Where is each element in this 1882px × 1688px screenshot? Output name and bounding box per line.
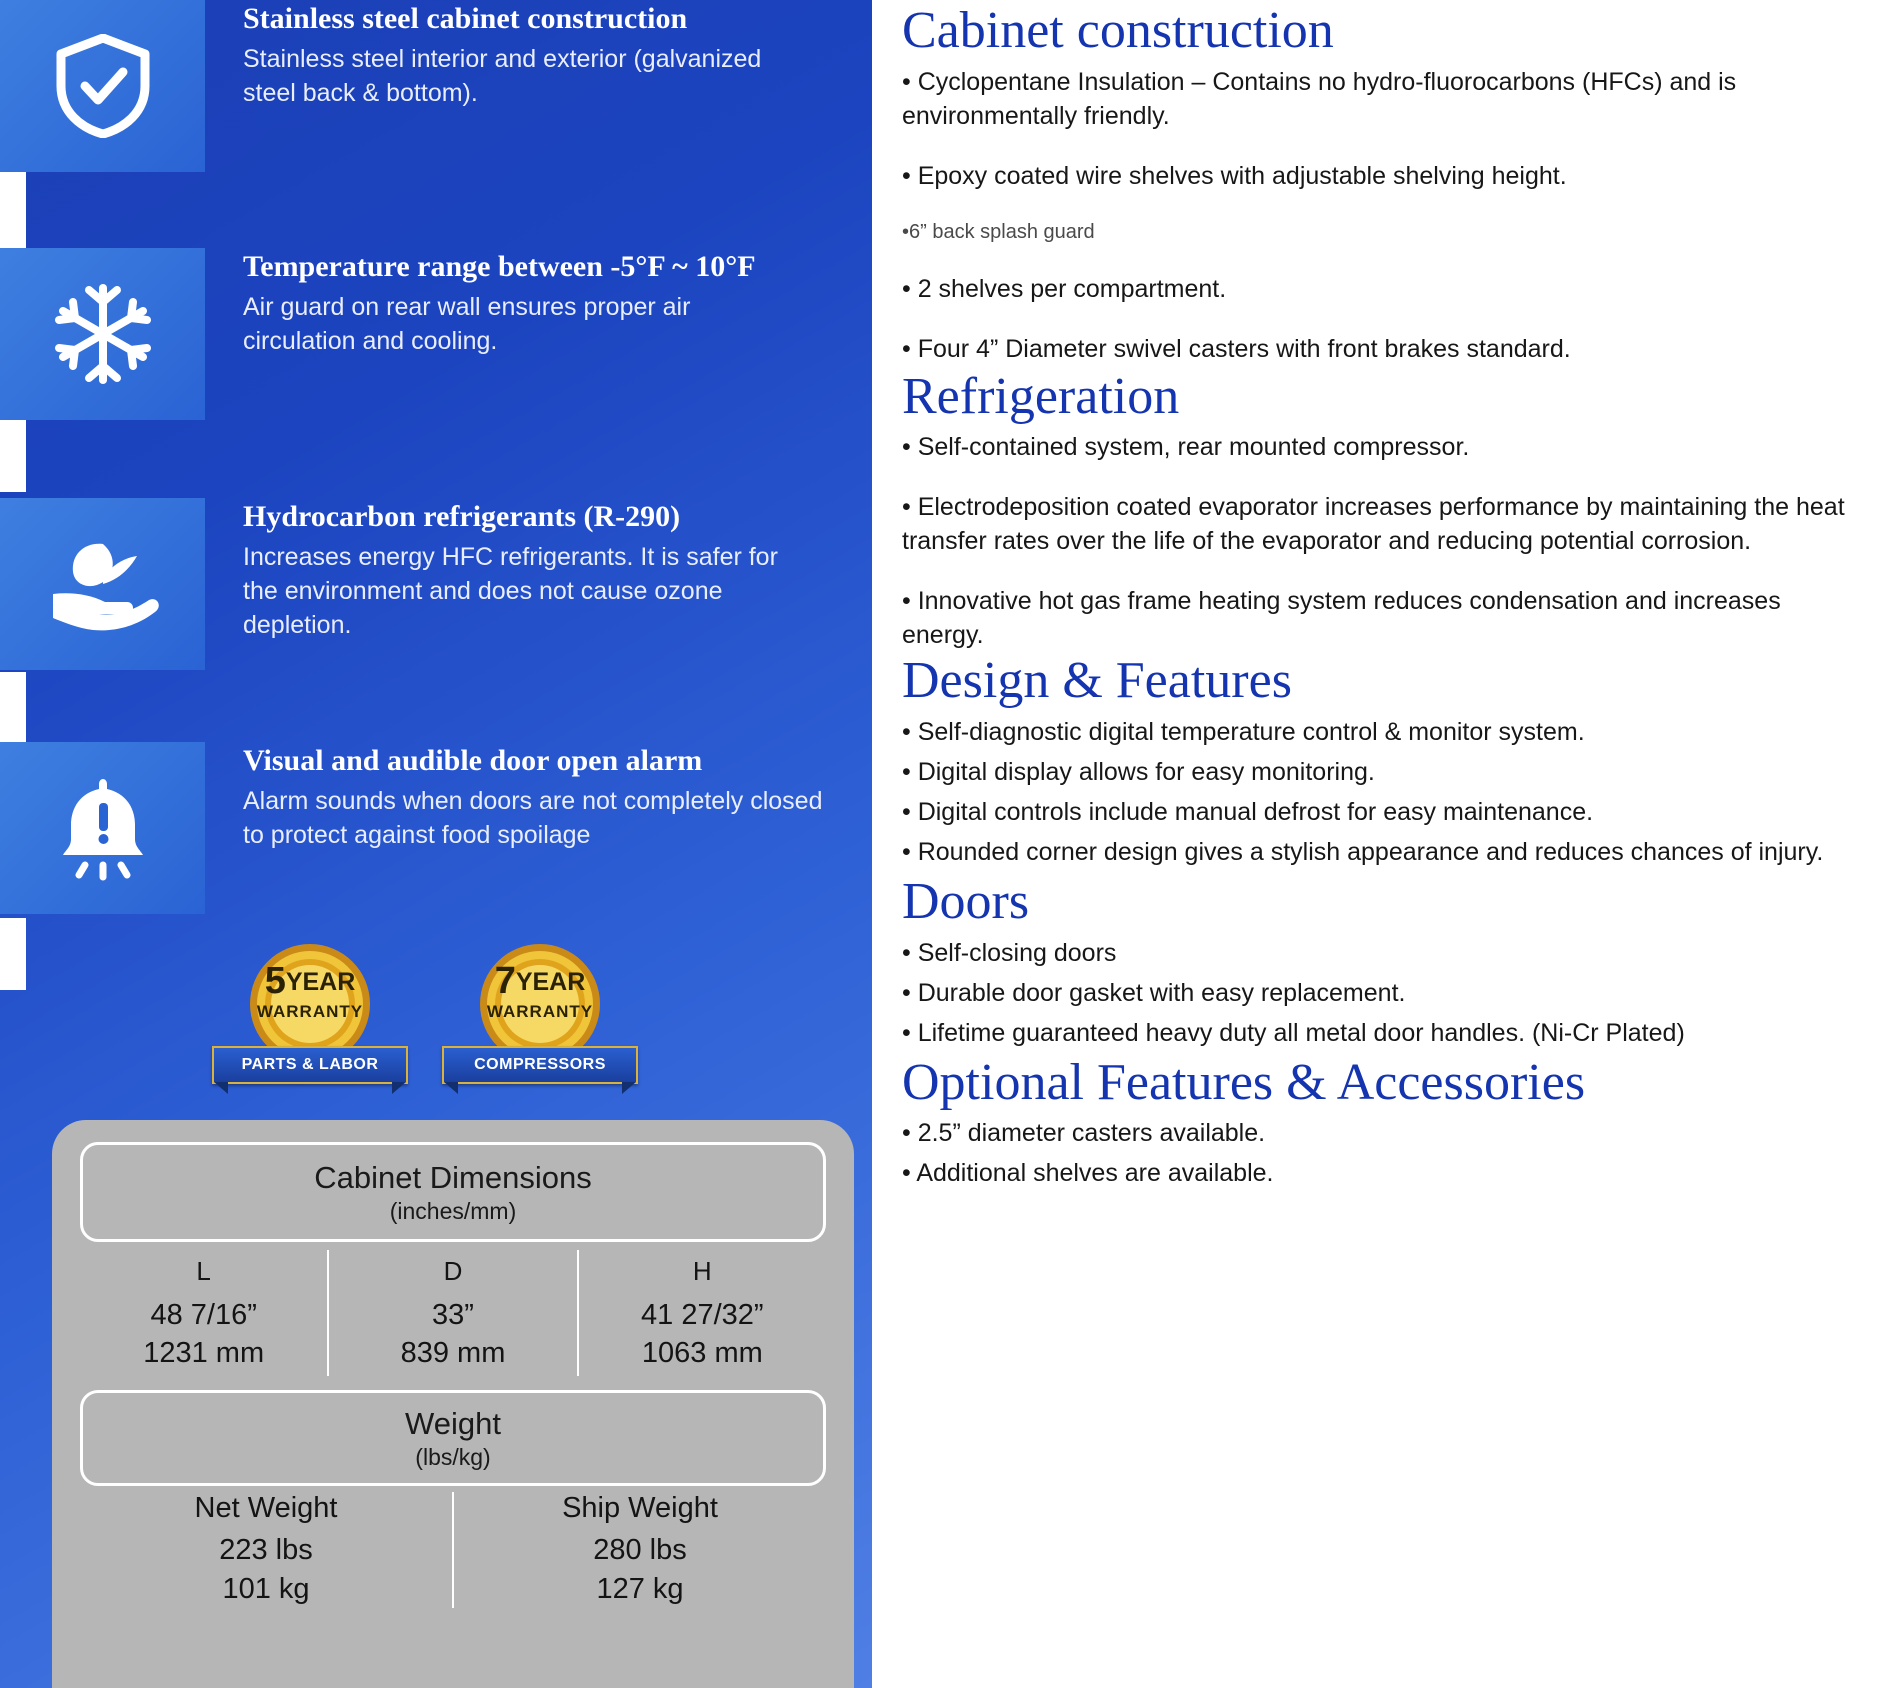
design-bullet: • Self-diagnostic digital temperature control & monitor system.: [902, 717, 1585, 746]
panel-notch: [0, 672, 26, 744]
feature-item: [0, 742, 860, 914]
weight-header: [80, 1390, 826, 1486]
feature-item: [0, 0, 860, 172]
leaf-in-hand-icon: [0, 498, 205, 670]
dimension-column: [577, 1250, 826, 1376]
snowflake-icon: [0, 248, 205, 420]
feature-item: [0, 248, 860, 420]
cabinet-bullet: • 2 shelves per compartment.: [902, 274, 1227, 303]
feature-title: Hydrocarbon refrigerants (R-290): [243, 500, 681, 533]
dimension-label: H: [692, 1256, 712, 1286]
refrigeration-bullet: • Innovative hot gas frame heating system reduces condensation and increases energy.: [902, 587, 1781, 650]
weight-column: [452, 1492, 826, 1608]
feature-body: Increases energy HFC refrigerants. It is safer for the environment and does not cause ozone depletion.: [243, 542, 778, 639]
section-title-doors: Doors: [902, 872, 1030, 930]
design-bullet: • Rounded corner design gives a stylish appearance and reduces chances of injury.: [902, 837, 1824, 866]
feature-title: Temperature range between -5°F ~ 10°F: [243, 250, 756, 283]
warranty-sub: WARRANTY: [256, 1002, 364, 1021]
dimension-label: D: [443, 1256, 463, 1286]
feature-body: Stainless steel interior and exterior (galvanized steel back & bottom).: [243, 44, 762, 107]
dimension-inches: 41 27/32”: [641, 1299, 764, 1331]
section-title-design: Design & Features: [902, 652, 1292, 710]
panel-notch: [0, 172, 26, 252]
dimension-inches: 48 7/16”: [150, 1299, 257, 1331]
feature-title: Visual and audible door open alarm: [243, 744, 703, 777]
weight-kg: 127 kg: [596, 1572, 684, 1605]
cabinet-dimensions-units: (inches/mm): [389, 1197, 517, 1224]
panel-notch: [0, 918, 26, 990]
weight-title: Weight: [405, 1405, 501, 1441]
doors-bullet: • Self-closing doors: [902, 938, 1117, 967]
cabinet-bullet: • Epoxy coated wire shelves with adjustable shelving height.: [902, 161, 1567, 190]
dimension-column: [327, 1250, 576, 1376]
section-title-refrigeration: Refrigeration: [902, 367, 1180, 425]
dimension-column: [80, 1250, 327, 1376]
dimension-mm: 1063 mm: [641, 1336, 763, 1369]
dimension-mm: 839 mm: [400, 1336, 506, 1369]
weight-units: (lbs/kg): [415, 1443, 491, 1470]
specifications-card: [52, 1120, 854, 1688]
optional-bullet: • Additional shelves are available.: [902, 1159, 1274, 1188]
weight-kg: 101 kg: [222, 1572, 310, 1605]
cabinet-bullet: •6” back splash guard: [902, 220, 1095, 243]
warranty-ribbon-label: COMPRESSORS: [442, 1046, 638, 1084]
warranty-badges: [212, 940, 638, 1100]
feature-title: Stainless steel cabinet construction: [243, 2, 688, 35]
feature-body: Air guard on rear wall ensures proper air circulation and cooling.: [243, 292, 691, 355]
refrigeration-bullet: • Electrodeposition coated evaporator increases performance by maintaining the heat transfer rates over the life of the evaporator and reducing potential corrosion.: [902, 493, 1845, 556]
dimension-mm: 1231 mm: [143, 1336, 265, 1369]
dimensions-table: [80, 1250, 826, 1376]
warranty-sub: WARRANTY: [486, 1002, 594, 1021]
warranty-badge: [212, 940, 408, 1100]
doors-bullet: • Lifetime guaranteed heavy duty all metal door handles. (Ni-Cr Plated): [902, 1018, 1685, 1047]
cabinet-dimensions-title: Cabinet Dimensions: [314, 1159, 592, 1195]
warranty-unit: YEAR: [285, 968, 356, 996]
weight-column: [80, 1492, 452, 1608]
design-bullet: • Digital controls include manual defrost for easy maintenance.: [902, 797, 1594, 826]
weight-label: Net Weight: [194, 1492, 338, 1525]
weight-lbs: 280 lbs: [593, 1534, 687, 1567]
weight-label: Ship Weight: [562, 1492, 718, 1525]
section-title-cabinet: Cabinet construction: [902, 2, 1334, 59]
feature-body: Alarm sounds when doors are not completely closed to protect against food spoilage: [243, 786, 823, 849]
alarm-bell-icon: [0, 742, 205, 914]
specification-details: [872, 0, 1882, 1688]
feature-item: [0, 498, 860, 670]
cabinet-bullet: • Four 4” Diameter swivel casters with front brakes standard.: [902, 334, 1571, 363]
warranty-years: 7: [494, 960, 516, 1002]
section-title-optional: Optional Features & Accessories: [902, 1053, 1586, 1111]
refrigeration-bullet: • Self-contained system, rear mounted compressor.: [902, 433, 1470, 462]
shield-icon: [0, 0, 205, 172]
weight-lbs: 223 lbs: [219, 1534, 313, 1567]
panel-notch: [0, 420, 26, 492]
cabinet-dimensions-header: [80, 1142, 826, 1242]
warranty-years: 5: [264, 960, 286, 1002]
warranty-badge: [442, 940, 638, 1100]
warranty-ribbon-label: PARTS & LABOR: [212, 1046, 408, 1084]
doors-bullet: • Durable door gasket with easy replacement.: [902, 978, 1406, 1007]
design-bullet: • Digital display allows for easy monitoring.: [902, 757, 1375, 786]
warranty-unit: YEAR: [515, 968, 586, 996]
features-panel: [0, 0, 872, 1688]
dimension-inches: 33”: [432, 1299, 474, 1331]
optional-bullet: • 2.5” diameter casters available.: [902, 1119, 1266, 1148]
weight-table: [80, 1492, 826, 1608]
cabinet-bullet: • Cyclopentane Insulation – Contains no hydro-fluorocarbons (HFCs) and is environmentally friendly.: [902, 67, 1737, 130]
dimension-label: L: [196, 1256, 211, 1286]
